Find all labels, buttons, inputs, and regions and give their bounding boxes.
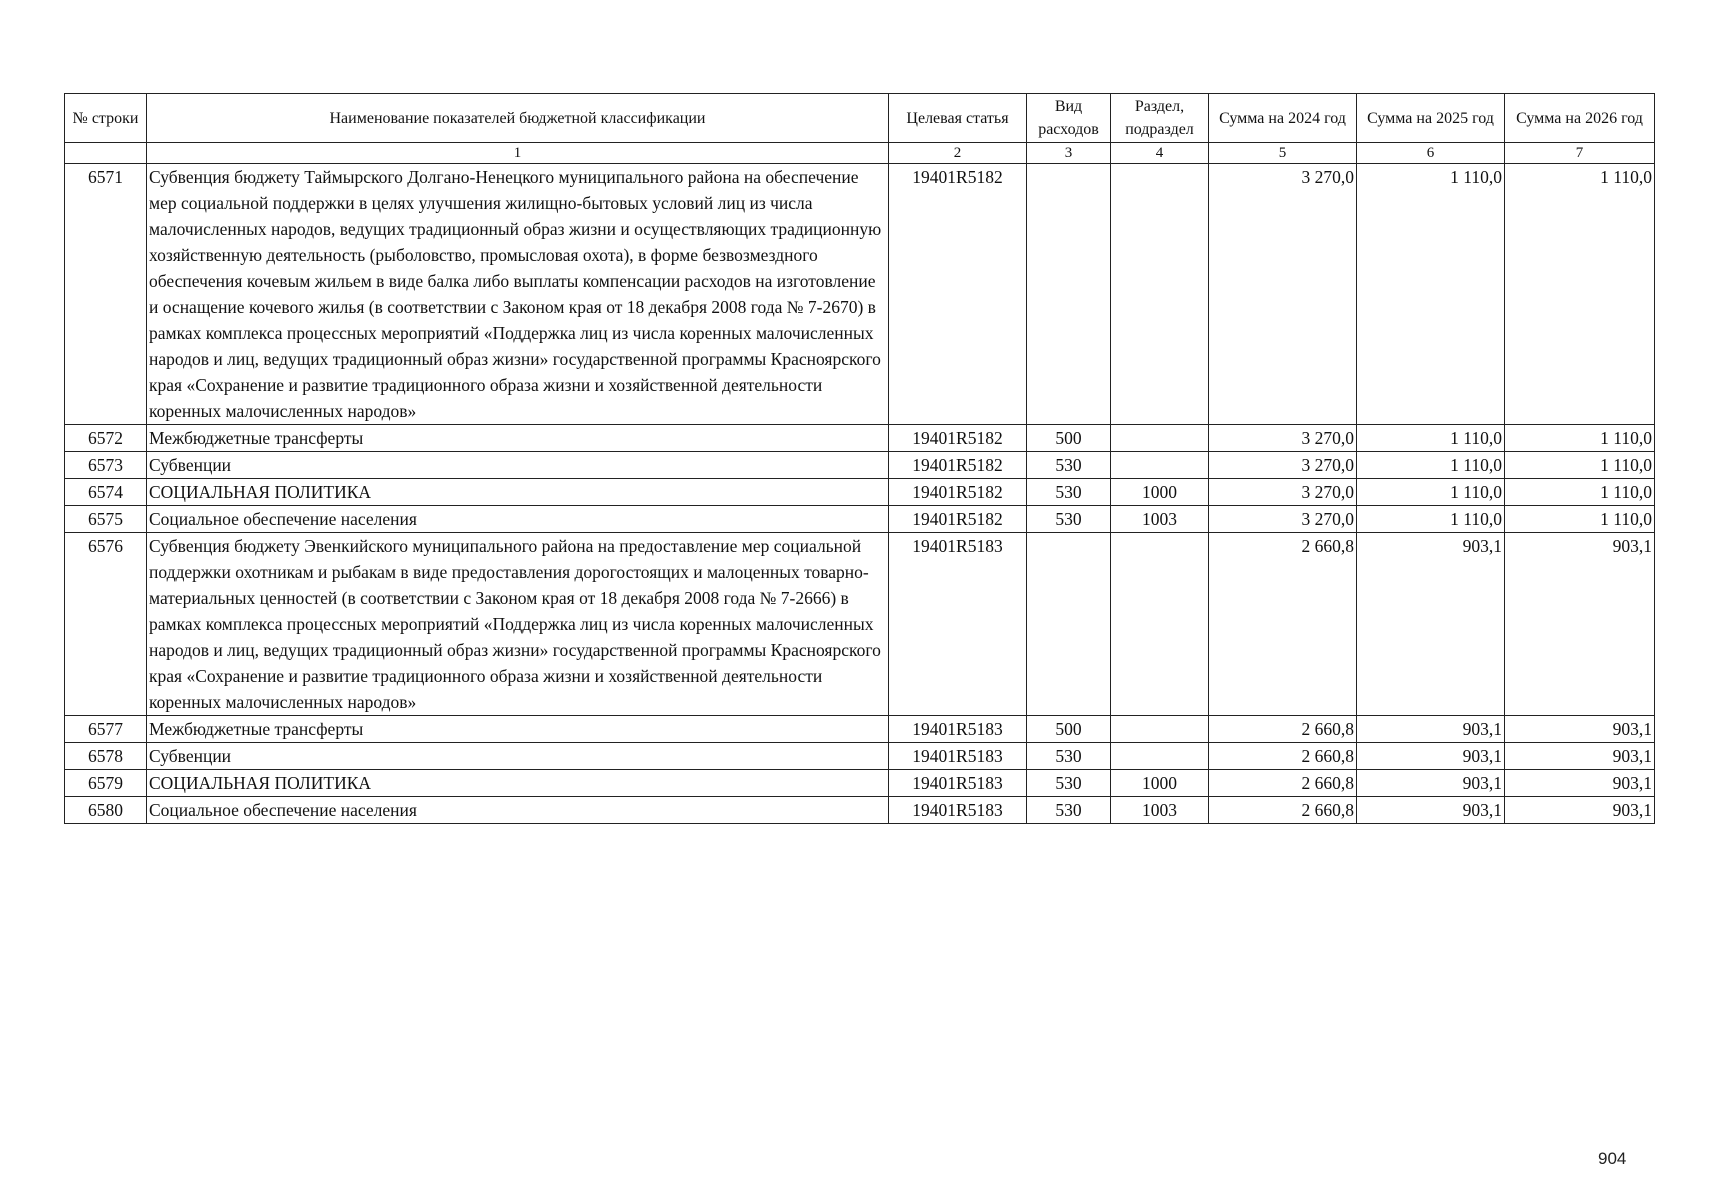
- row-sum-2025: 1 110,0: [1357, 506, 1505, 533]
- table-row: [65, 533, 1655, 716]
- budget-table: [64, 93, 1655, 824]
- row-sum-2024: 3 270,0: [1209, 452, 1357, 479]
- table-row: [65, 797, 1655, 824]
- table-row: [65, 506, 1655, 533]
- table-row: [65, 716, 1655, 743]
- row-sum-2026: 1 110,0: [1505, 425, 1655, 452]
- row-sum-2024: 3 270,0: [1209, 506, 1357, 533]
- row-sum-2025: 903,1: [1357, 533, 1505, 716]
- row-sum-2026: 903,1: [1505, 797, 1655, 824]
- row-name: Межбюджетные трансферты: [147, 425, 889, 452]
- row-expense-type: [1027, 533, 1111, 716]
- row-name: Субвенции: [147, 743, 889, 770]
- row-sum-2026: 1 110,0: [1505, 452, 1655, 479]
- row-sum-2025: 903,1: [1357, 770, 1505, 797]
- row-sum-2024: 2 660,8: [1209, 716, 1357, 743]
- row-sum-2026: 1 110,0: [1505, 479, 1655, 506]
- row-sum-2024: 2 660,8: [1209, 533, 1357, 716]
- row-target-article: 19401R5183: [889, 533, 1027, 716]
- row-expense-type: [1027, 164, 1111, 425]
- row-sum-2026: 903,1: [1505, 533, 1655, 716]
- row-section: [1111, 533, 1209, 716]
- row-sum-2026: 1 110,0: [1505, 164, 1655, 425]
- row-number: 6577: [65, 716, 147, 743]
- row-name: Субвенция бюджету Эвенкийского муниципального района на предоставление мер социальной поддержки охотникам и рыбакам в виде предоставления дорогостоящих и малоценных товарно-материальных ценностей (в соответствии с Законом края от 18 декабря 2008 года № 7-2666) в рамках комплекса процессных мероприятий «Поддержка лиц из числа коренных малочисленных народов и лиц, ведущих традиционный образ жизни» государственной программы Красноярского края «Сохранение и развитие традиционного образа жизни и хозяйственной деятельности коренных малочисленных народов»: [147, 533, 889, 716]
- row-section: [1111, 716, 1209, 743]
- column-number: 5: [1209, 143, 1357, 164]
- table-row: [65, 425, 1655, 452]
- table-header-row: [65, 94, 1655, 143]
- row-sum-2026: 903,1: [1505, 716, 1655, 743]
- header-sum-2024: Сумма на 2024 год: [1209, 94, 1357, 143]
- row-sum-2024: 2 660,8: [1209, 770, 1357, 797]
- row-target-article: 19401R5183: [889, 743, 1027, 770]
- row-target-article: 19401R5182: [889, 479, 1027, 506]
- row-number: 6573: [65, 452, 147, 479]
- row-sum-2025: 903,1: [1357, 797, 1505, 824]
- row-expense-type: 530: [1027, 743, 1111, 770]
- row-name: Социальное обеспечение населения: [147, 506, 889, 533]
- column-number: [65, 143, 147, 164]
- row-target-article: 19401R5182: [889, 506, 1027, 533]
- row-number: 6574: [65, 479, 147, 506]
- row-section: [1111, 452, 1209, 479]
- header-target-article: Целевая статья: [889, 94, 1027, 143]
- column-number: 4: [1111, 143, 1209, 164]
- row-sum-2024: 3 270,0: [1209, 425, 1357, 452]
- row-target-article: 19401R5183: [889, 770, 1027, 797]
- row-name: Социальное обеспечение населения: [147, 797, 889, 824]
- row-sum-2025: 1 110,0: [1357, 452, 1505, 479]
- row-name: СОЦИАЛЬНАЯ ПОЛИТИКА: [147, 479, 889, 506]
- column-number: 7: [1505, 143, 1655, 164]
- row-target-article: 19401R5182: [889, 452, 1027, 479]
- column-number: 3: [1027, 143, 1111, 164]
- row-name: Субвенции: [147, 452, 889, 479]
- column-number-row: [65, 143, 1655, 164]
- row-expense-type: 500: [1027, 716, 1111, 743]
- row-section: [1111, 164, 1209, 425]
- row-sum-2026: 903,1: [1505, 770, 1655, 797]
- row-name: Субвенция бюджету Таймырского Долгано-Ненецкого муниципального района на обеспечение мер социальной поддержки в целях улучшения жилищно-бытовых условий лиц из числа малочисленных народов, ведущих традиционный образ жизни и осуществляющих традиционную хозяйственную деятельность (рыболовство, промысловая охота), в форме безвозмездного обеспечения кочевым жильем в виде балка либо выплаты компенсации расходов на изготовление и оснащение кочевого жилья (в соответствии с Законом края от 18 декабря 2008 года № 7-2670) в рамках комплекса процессных мероприятий «Поддержка лиц из числа коренных малочисленных народов и лиц, ведущих традиционный образ жизни» государственной программы Красноярского края «Сохранение и развитие традиционного образа жизни и хозяйственной деятельности коренных малочисленных народов»: [147, 164, 889, 425]
- row-number: 6579: [65, 770, 147, 797]
- column-number: 1: [147, 143, 889, 164]
- column-number: 2: [889, 143, 1027, 164]
- row-expense-type: 530: [1027, 506, 1111, 533]
- row-sum-2025: 903,1: [1357, 716, 1505, 743]
- row-number: 6578: [65, 743, 147, 770]
- row-number: 6571: [65, 164, 147, 425]
- column-number: 6: [1357, 143, 1505, 164]
- row-expense-type: 530: [1027, 770, 1111, 797]
- row-expense-type: 530: [1027, 452, 1111, 479]
- table-row: [65, 479, 1655, 506]
- header-expense-type: Вид расходов: [1027, 94, 1111, 143]
- row-section: 1003: [1111, 797, 1209, 824]
- row-number: 6575: [65, 506, 147, 533]
- row-sum-2025: 903,1: [1357, 743, 1505, 770]
- row-expense-type: 530: [1027, 797, 1111, 824]
- row-name: Межбюджетные трансферты: [147, 716, 889, 743]
- row-sum-2025: 1 110,0: [1357, 164, 1505, 425]
- row-target-article: 19401R5182: [889, 164, 1027, 425]
- row-expense-type: 530: [1027, 479, 1111, 506]
- table-row: [65, 164, 1655, 425]
- row-section: [1111, 425, 1209, 452]
- row-sum-2026: 1 110,0: [1505, 506, 1655, 533]
- row-sum-2024: 3 270,0: [1209, 164, 1357, 425]
- row-target-article: 19401R5182: [889, 425, 1027, 452]
- row-number: 6580: [65, 797, 147, 824]
- row-target-article: 19401R5183: [889, 716, 1027, 743]
- table-row: [65, 743, 1655, 770]
- row-sum-2024: 2 660,8: [1209, 743, 1357, 770]
- row-name: СОЦИАЛЬНАЯ ПОЛИТИКА: [147, 770, 889, 797]
- header-sum-2025: Сумма на 2025 год: [1357, 94, 1505, 143]
- row-sum-2024: 3 270,0: [1209, 479, 1357, 506]
- row-number: 6572: [65, 425, 147, 452]
- table-row: [65, 452, 1655, 479]
- row-section: 1000: [1111, 479, 1209, 506]
- row-section: 1000: [1111, 770, 1209, 797]
- header-row-number: № строки: [65, 94, 147, 143]
- header-sum-2026: Сумма на 2026 год: [1505, 94, 1655, 143]
- row-sum-2026: 903,1: [1505, 743, 1655, 770]
- row-expense-type: 500: [1027, 425, 1111, 452]
- header-name: Наименование показателей бюджетной классификации: [147, 94, 889, 143]
- row-section: 1003: [1111, 506, 1209, 533]
- row-sum-2025: 1 110,0: [1357, 479, 1505, 506]
- page-number: 904: [1598, 1149, 1627, 1168]
- header-section: Раздел, подраздел: [1111, 94, 1209, 143]
- row-sum-2024: 2 660,8: [1209, 797, 1357, 824]
- row-number: 6576: [65, 533, 147, 716]
- row-target-article: 19401R5183: [889, 797, 1027, 824]
- table-row: [65, 770, 1655, 797]
- row-section: [1111, 743, 1209, 770]
- row-sum-2025: 1 110,0: [1357, 425, 1505, 452]
